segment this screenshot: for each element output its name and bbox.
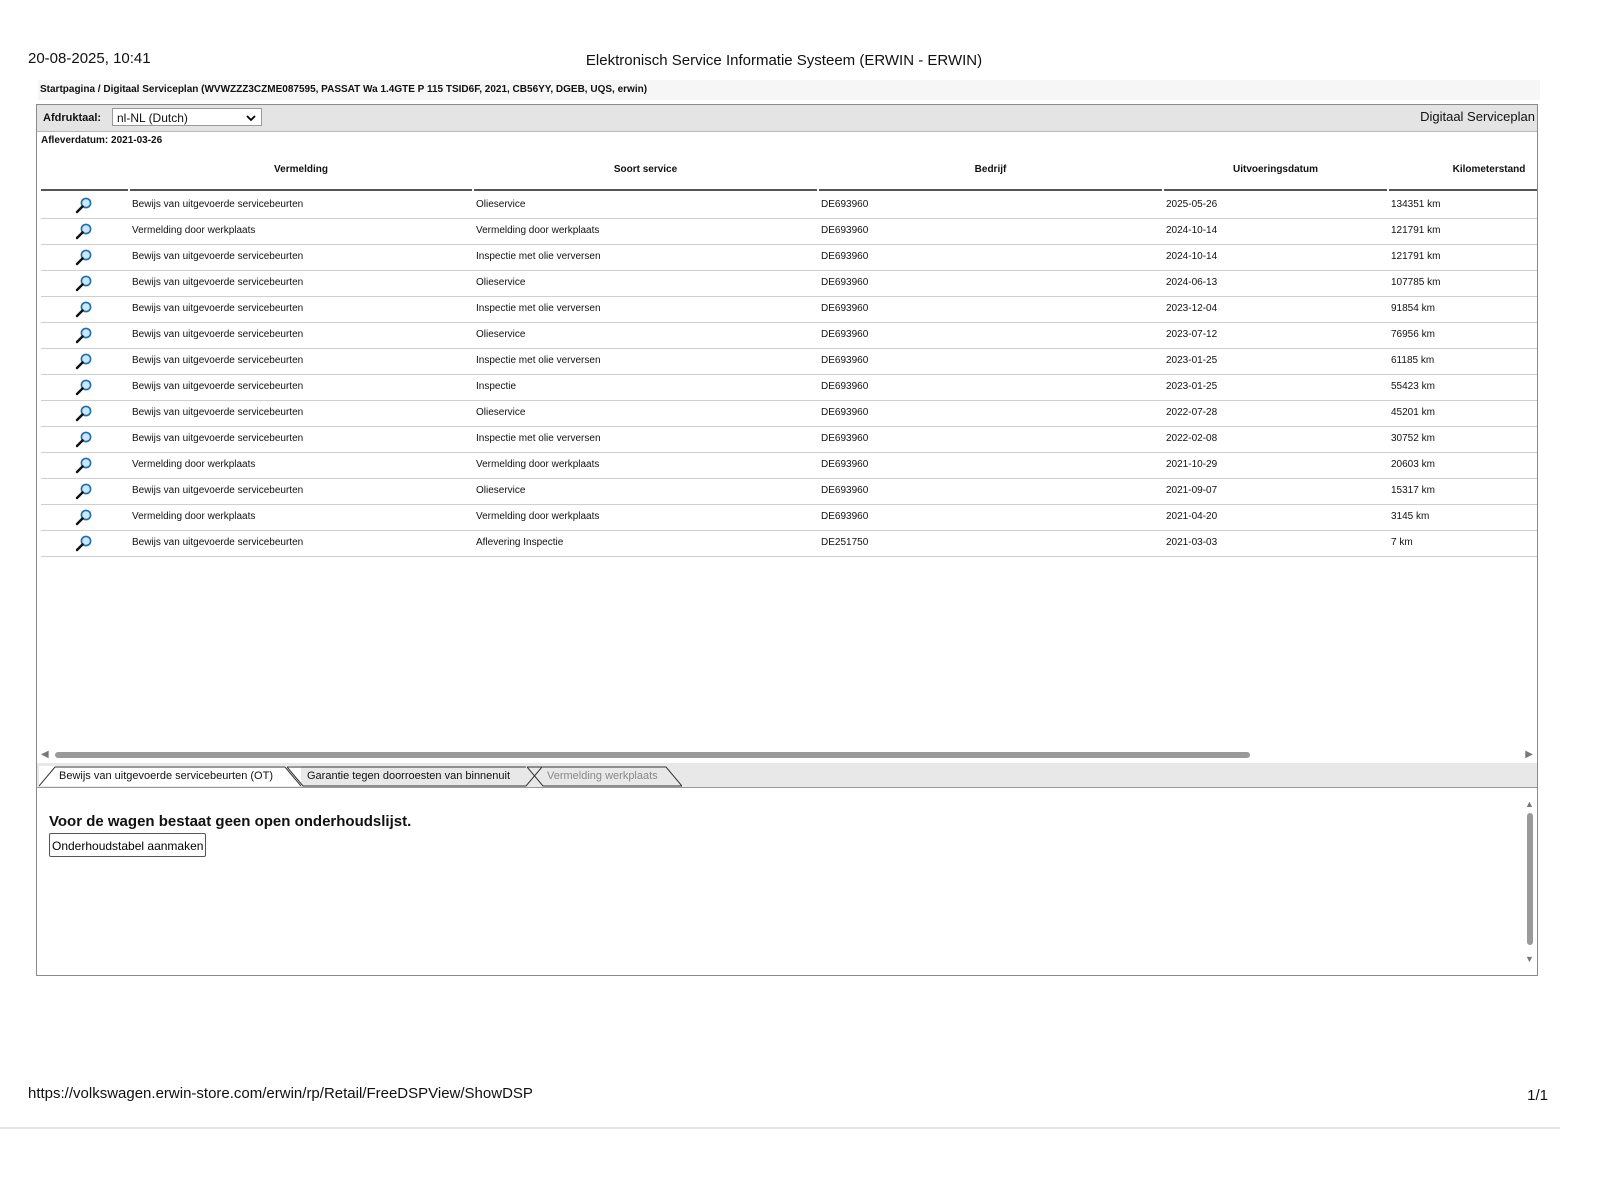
toolbar <box>37 105 1537 132</box>
tab-content <box>37 795 1537 975</box>
cell-bedrijf: DE693960 <box>821 277 869 288</box>
cell-uitvoeringsdatum: 2025-05-26 <box>1166 199 1218 210</box>
language-label: Afdruktaal: <box>43 112 102 124</box>
tab-garantie-doorroesten-label: Garantie tegen doorroesten van binnenuit <box>307 770 511 782</box>
magnifier-icon[interactable] <box>75 196 93 214</box>
cell-uitvoeringsdatum: 2024-10-14 <box>1166 225 1218 236</box>
table-row <box>41 427 1538 453</box>
header-vermelding[interactable]: Vermelding <box>130 151 472 191</box>
cell-uitvoeringsdatum: 2023-01-25 <box>1166 355 1218 366</box>
cell-soort-service: Olieservice <box>476 199 526 210</box>
cell-bedrijf: DE693960 <box>821 381 869 392</box>
print-page-number: 1/1 <box>1527 1087 1548 1104</box>
cell-kilometerstand: 55423 km <box>1391 381 1435 392</box>
print-url: https://volkswagen.erwin-store.com/erwin/rp/Retail/FreeDSPView/ShowDSP <box>28 1085 533 1102</box>
cell-vermelding: Bewijs van uitgevoerde servicebeurten <box>132 433 304 444</box>
magnifier-icon[interactable] <box>75 430 93 448</box>
vertical-scroll-thumb[interactable] <box>1527 813 1533 945</box>
cell-soort-service: Inspectie met olie verversen <box>476 251 601 262</box>
magnifier-icon[interactable] <box>75 508 93 526</box>
magnifier-icon[interactable] <box>75 326 93 344</box>
tab-vermelding-werkplaats[interactable] <box>527 766 682 786</box>
magnifier-icon[interactable] <box>75 378 93 396</box>
cell-kilometerstand: 30752 km <box>1391 433 1435 444</box>
magnifier-icon[interactable] <box>75 482 93 500</box>
table-row <box>41 505 1538 531</box>
cell-soort-service: Inspectie met olie verversen <box>476 303 601 314</box>
cell-uitvoeringsdatum: 2024-10-14 <box>1166 251 1218 262</box>
cell-bedrijf: DE251750 <box>821 537 869 548</box>
cell-bedrijf: DE693960 <box>821 459 869 470</box>
delivery-date: Afleverdatum: 2021-03-26 <box>41 135 163 146</box>
create-maintenance-table-button[interactable]: Onderhoudstabel aanmaken <box>49 833 206 857</box>
cell-kilometerstand: 107785 km <box>1391 277 1441 288</box>
magnifier-icon[interactable] <box>75 534 93 552</box>
vertical-scrollbar[interactable] <box>1525 799 1535 964</box>
language-select-value: nl-NL (Dutch) <box>117 111 188 125</box>
cell-uitvoeringsdatum: 2024-06-13 <box>1166 277 1218 288</box>
magnifier-icon[interactable] <box>75 352 93 370</box>
table-row <box>41 401 1538 427</box>
cell-kilometerstand: 121791 km <box>1391 225 1441 236</box>
cell-vermelding: Bewijs van uitgevoerde servicebeurten <box>132 355 304 366</box>
no-maintenance-message: Voor de wagen bestaat geen open onderhoudslijst. <box>49 813 412 830</box>
cell-vermelding: Bewijs van uitgevoerde servicebeurten <box>132 407 304 418</box>
magnifier-icon[interactable] <box>75 248 93 266</box>
cell-vermelding: Bewijs van uitgevoerde servicebeurten <box>132 251 304 262</box>
table-row <box>41 193 1538 219</box>
service-table <box>41 151 1538 557</box>
cell-soort-service: Inspectie met olie verversen <box>476 355 601 366</box>
cell-soort-service: Vermelding door werkplaats <box>476 459 600 470</box>
cell-vermelding: Bewijs van uitgevoerde servicebeurten <box>132 199 304 210</box>
cell-kilometerstand: 7 km <box>1391 537 1413 548</box>
cell-soort-service: Vermelding door werkplaats <box>476 225 600 236</box>
header-icon-col <box>41 151 128 191</box>
cell-kilometerstand: 134351 km <box>1391 199 1441 210</box>
cell-soort-service: Inspectie met olie verversen <box>476 433 601 444</box>
cell-uitvoeringsdatum: 2021-04-20 <box>1166 511 1218 522</box>
breadcrumb[interactable]: Startpagina / Digitaal Serviceplan (WVWZZZ3CZME087595, PASSAT Wa 1.4GTE P 115 TSID6F, 2021, CB56YY, DGEB, UQS, erwin) <box>38 80 1540 100</box>
tab-bar <box>37 763 1537 788</box>
table-row <box>41 375 1538 401</box>
header-uitvoeringsdatum[interactable]: Uitvoeringsdatum <box>1164 151 1387 191</box>
magnifier-icon[interactable] <box>75 456 93 474</box>
cell-uitvoeringsdatum: 2021-03-03 <box>1166 537 1218 548</box>
cell-soort-service: Olieservice <box>476 277 526 288</box>
cell-kilometerstand: 61185 km <box>1391 355 1435 366</box>
cell-kilometerstand: 91854 km <box>1391 303 1435 314</box>
horizontal-scroll-thumb[interactable] <box>55 752 1250 758</box>
cell-vermelding: Bewijs van uitgevoerde servicebeurten <box>132 537 304 548</box>
cell-soort-service: Inspectie <box>476 381 517 392</box>
tab-vermelding-werkplaats-label: Vermelding werkplaats <box>547 770 658 782</box>
service-plan-panel <box>36 104 1538 976</box>
header-kilometerstand[interactable]: Kilometerstand <box>1389 151 1538 191</box>
table-header <box>41 151 1538 193</box>
divider <box>0 1127 1560 1129</box>
scroll-down-icon[interactable]: ▼ <box>1525 954 1534 964</box>
scroll-up-icon[interactable]: ▲ <box>1525 799 1534 809</box>
cell-vermelding: Bewijs van uitgevoerde servicebeurten <box>132 329 304 340</box>
print-title: Elektronisch Service Informatie Systeem (ERWIN - ERWIN) <box>585 52 983 69</box>
cell-bedrijf: DE693960 <box>821 355 869 366</box>
scroll-right-icon[interactable]: ▶ <box>1525 749 1533 760</box>
table-row <box>41 219 1538 245</box>
cell-bedrijf: DE693960 <box>821 225 869 236</box>
cell-bedrijf: DE693960 <box>821 485 869 496</box>
header-bedrijf[interactable]: Bedrijf <box>819 151 1162 191</box>
cell-vermelding: Bewijs van uitgevoerde servicebeurten <box>132 277 304 288</box>
tab-servicebeurten-label: Bewijs van uitgevoerde servicebeurten (OT) <box>59 770 273 782</box>
cell-vermelding: Vermelding door werkplaats <box>132 511 256 522</box>
scroll-left-icon[interactable]: ◀ <box>41 749 49 760</box>
cell-uitvoeringsdatum: 2023-12-04 <box>1166 303 1218 314</box>
cell-bedrijf: DE693960 <box>821 511 869 522</box>
cell-bedrijf: DE693960 <box>821 433 869 444</box>
magnifier-icon[interactable] <box>75 300 93 318</box>
cell-uitvoeringsdatum: 2021-10-29 <box>1166 459 1218 470</box>
header-soort-service[interactable]: Soort service <box>474 151 817 191</box>
magnifier-icon[interactable] <box>75 222 93 240</box>
cell-soort-service: Vermelding door werkplaats <box>476 511 600 522</box>
table-body <box>41 193 1538 557</box>
cell-bedrijf: DE693960 <box>821 199 869 210</box>
print-timestamp: 20-08-2025, 10:41 <box>28 50 151 67</box>
table-row <box>41 323 1538 349</box>
table-row <box>41 297 1538 323</box>
cell-uitvoeringsdatum: 2022-07-28 <box>1166 407 1218 418</box>
table-row <box>41 349 1538 375</box>
cell-vermelding: Vermelding door werkplaats <box>132 225 256 236</box>
table-row <box>41 531 1538 557</box>
panel-title: Digitaal Serviceplan <box>1420 109 1535 124</box>
table-row <box>41 245 1538 271</box>
magnifier-icon[interactable] <box>75 274 93 292</box>
cell-uitvoeringsdatum: 2022-02-08 <box>1166 433 1218 444</box>
cell-bedrijf: DE693960 <box>821 303 869 314</box>
tab-servicebeurten[interactable] <box>39 766 301 786</box>
language-select[interactable] <box>112 108 262 126</box>
cell-vermelding: Bewijs van uitgevoerde servicebeurten <box>132 485 304 496</box>
cell-uitvoeringsdatum: 2023-07-12 <box>1166 329 1218 340</box>
cell-kilometerstand: 15317 km <box>1391 485 1435 496</box>
table-row <box>41 479 1538 505</box>
cell-kilometerstand: 76956 km <box>1391 329 1435 340</box>
cell-uitvoeringsdatum: 2021-09-07 <box>1166 485 1218 496</box>
chevron-down-icon <box>246 109 256 134</box>
table-row <box>41 453 1538 479</box>
cell-bedrijf: DE693960 <box>821 251 869 262</box>
cell-kilometerstand: 45201 km <box>1391 407 1435 418</box>
magnifier-icon[interactable] <box>75 404 93 422</box>
cell-bedrijf: DE693960 <box>821 329 869 340</box>
cell-vermelding: Bewijs van uitgevoerde servicebeurten <box>132 303 304 314</box>
cell-kilometerstand: 3145 km <box>1391 511 1430 522</box>
cell-kilometerstand: 20603 km <box>1391 459 1435 470</box>
cell-vermelding: Bewijs van uitgevoerde servicebeurten <box>132 381 304 392</box>
cell-bedrijf: DE693960 <box>821 407 869 418</box>
cell-uitvoeringsdatum: 2023-01-25 <box>1166 381 1218 392</box>
cell-vermelding: Vermelding door werkplaats <box>132 459 256 470</box>
table-row <box>41 271 1538 297</box>
cell-soort-service: Olieservice <box>476 407 526 418</box>
cell-soort-service: Olieservice <box>476 485 526 496</box>
cell-kilometerstand: 121791 km <box>1391 251 1441 262</box>
cell-soort-service: Aflevering Inspectie <box>476 537 564 548</box>
horizontal-scrollbar[interactable] <box>41 749 1533 761</box>
cell-soort-service: Olieservice <box>476 329 526 340</box>
tab-garantie-doorroesten[interactable] <box>287 766 542 786</box>
